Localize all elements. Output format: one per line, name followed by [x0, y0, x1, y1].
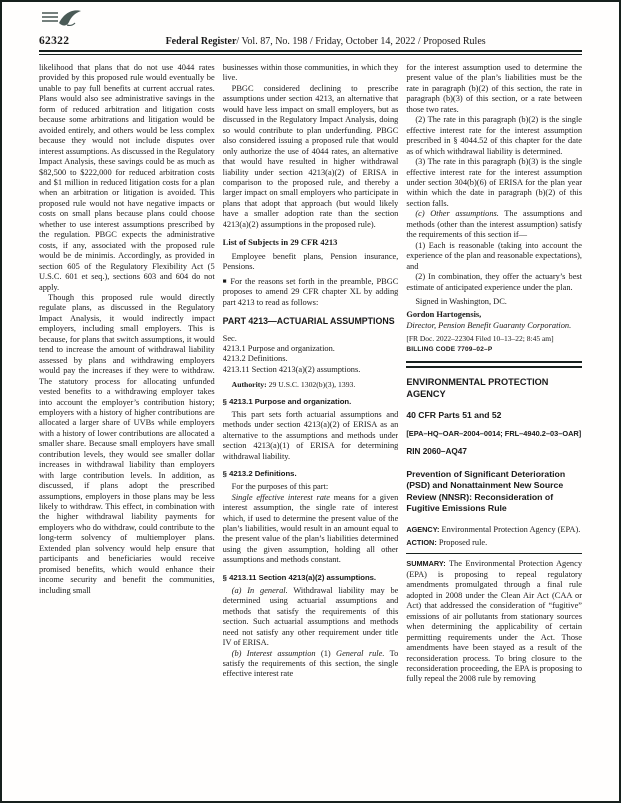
epa-agency-heading: ENVIRONMENTAL PROTECTION AGENCY: [406, 376, 549, 399]
agency-value: Environmental Protection Agency (EPA).: [439, 524, 581, 534]
epa-rin: RIN 2060–AQ47: [406, 447, 467, 457]
list-of-subjects-heading: List of Subjects in 29 CFR 4213: [222, 237, 338, 248]
body-paragraph: (2) The rate in this paragraph (b)(2) is the single effective interest rate for the interest assumption prescribed in § 4044.52 of this chapter for the date as of which withdrawal liability is determined.: [406, 115, 583, 156]
page-number: 62322: [39, 35, 70, 47]
authority-label: Authority:: [231, 380, 267, 390]
fr-doc-line: [FR Doc. 2022–22304 Filed 10–13–22; 8:45 am]: [406, 333, 554, 343]
epa-docket-number: [EPA–HQ–OAR–2004–0014; FRL–4940.2–03–OAR]: [406, 429, 582, 439]
sec-label: Sec.: [222, 333, 237, 343]
action-value: Proposed rule.: [436, 537, 488, 547]
sec-item: 4213.1 Purpose and organization.: [222, 343, 335, 353]
issue-info: / Vol. 87, No. 198 / Friday, October 14, 2022 / Proposed Rules: [236, 36, 486, 47]
body-paragraph: for the interest assumption used to determine the present value of the plan’s liabilities must be the rate in paragraph (b)(2) of this section, the rate in paragraph (b)(3) of this section, or a rate between those two rates.: [406, 63, 583, 114]
paragraph-a: [223, 586, 399, 649]
paragraph-b-lead2: General rule.: [336, 648, 385, 658]
agency-label: AGENCY:: [406, 524, 440, 534]
sec-item: 4213.11 Section 4213(a)(2) assumptions.: [222, 364, 361, 374]
section-heading-4213-2: § 4213.2 Definitions.: [222, 469, 297, 479]
definition-text: means for a given interest assumption, the single rate of interest which, if used to determine the present value of the plan’s liabilities, would result in an amount equal to the present value of the plan’s liabilities determined using the given assumption, holding all other assumptions and methods constant.: [222, 492, 399, 565]
defined-term: Single effective interest rate: [231, 492, 330, 502]
summary-value: The Environmental Protection Agency (EPA) is proposing to repeal regulatory amendments promulgated through a final rule adopted in 2008 under the Clean Air Act (CAA or Act) that addressed the consideration of “fugitive” emissions of air pollutants from stationary sources when determining the applicability of certain permitting requirements under the Act. Those amendments have been stayed as a result of the reconsideration process. To bring closure to the reconsideration proceeding, the EPA is proposing to fully repeal the 2008 rule by removing: [406, 559, 583, 684]
section-text: For the purposes of this part:: [231, 482, 329, 492]
epa-cfr-parts: 40 CFR Parts 51 and 52: [406, 409, 502, 420]
section-text: This part sets forth actuarial assumptions and methods under section 4213(a)(2) of ERISA as an alternative to the assumptions and methods under section 4213(a)(1) of ERISA for determining withdrawal liability.: [222, 409, 399, 461]
column-1: [39, 63, 215, 765]
signature-name: Gordon Hartogensis,: [406, 310, 482, 320]
agency-line: [406, 525, 582, 536]
part-heading: PART 4213—ACTUARIAL ASSUMPTIONS: [222, 316, 395, 327]
eagle-shape: [59, 10, 81, 25]
paragraph-a-lead: (a) In general.: [231, 585, 288, 595]
summary-paragraph: [406, 559, 582, 684]
summary-label: SUMMARY:: [406, 559, 446, 569]
authority-text: 29 U.S.C. 1302(b)(3), 1393.: [266, 380, 356, 390]
paragraph-b-lead: (b) Interest assumption: [231, 648, 316, 658]
section-heading-4213-11: § 4213.11 Section 4213(a)(2) assumptions.: [222, 572, 377, 582]
gpo-eagle-icon: [41, 9, 85, 35]
subjects-text: Employee benefit plans, Pension insurance, Pensions.: [222, 251, 399, 272]
summary-divider-rule: [406, 553, 582, 554]
square-bullet-icon: ■: [222, 277, 228, 285]
journal-name: Federal Register: [165, 36, 237, 47]
section-heading-4213-1: § 4213.1 Purpose and organization.: [222, 396, 352, 406]
body-paragraph: businesses within those communities, in which they live.: [222, 63, 399, 83]
amendment-text: For the reasons set forth in the preamble, PBGC proposes to amend 29 CFR chapter XL by adding part 4213 to read as follows:: [222, 276, 399, 307]
signature-title: Director, Pension Benefit Guaranty Corporation.: [406, 320, 572, 330]
text-columns: [2, 55, 619, 765]
header-row: [39, 8, 582, 47]
action-line: [406, 538, 582, 549]
sec-item: 4213.2 Definitions.: [222, 354, 288, 364]
paragraph-c: [406, 209, 582, 240]
page-header: [2, 2, 619, 47]
column-2: [223, 63, 399, 765]
paragraph-a-text: Withdrawal liability may be determined using actuarial assumptions and methods that satisfy the requirements of this section. Such actuarial assumptions and methods need not satisfy any other requirement under title IV of ERISA.: [222, 585, 399, 648]
amendment-paragraph: [223, 277, 399, 308]
section-divider-rule: [406, 361, 582, 368]
column-3: [406, 63, 582, 765]
paragraph-b-text: To satisfy the requirements of this section, the single effective interest rate: [222, 648, 399, 679]
epa-rule-title: Prevention of Significant Deterioration (PSD) and Nonattainment New Source Review (NNSR): Reconsideration of Fugitive Emissions Rule: [406, 468, 566, 514]
billing-code: BILLING CODE 7709–02–P: [406, 346, 493, 354]
page-title: [69, 36, 582, 47]
signed-line: Signed in Washington, DC.: [415, 296, 507, 306]
paragraph-c-text: The assumptions and methods (other than the interest assumption) satisfy the requirements of this section if—: [406, 209, 583, 240]
definition-paragraph: [223, 493, 399, 566]
body-paragraph: likelihood that plans that do not use 4044 rates provided by this proposed rule would eventually be unable to pay full benefits at current accrual rates. Plans would also see administrative savings in the form of reduced arbitration and litigation costs because some arbitrations and litigation would be avoided entirely, and others would be less complex because they would not include disputes over interest assumptions. As discussed in the Regulatory Impact Analysis, these savings could be as much as $82,500 to $222,000 for reduced arbitration costs and $1 million in reduced litigation costs for a plan when an arbitration or litigation is avoided. This proposed rule would not have negative impacts or costs on small plans because plans could choose whether to use interest assumptions prescribed by the regulation. PBGC expects the administrative costs, if any, associated with the proposed rule would be de minimis. Accordingly, as provided in section 605 of the Regulatory Flexibility Act (5 U.S.C. 601 et seq.), sections 603 and 604 do not apply.: [39, 63, 215, 292]
paragraph-c-lead: (c) Other assumptions.: [415, 209, 499, 219]
body-paragraph: (2) In combination, they offer the actuary’s best estimate of anticipated experience under the plan.: [406, 272, 583, 292]
body-paragraph: (1) Each is reasonable (taking into account the experience of the plan and reasonable expectations), and: [406, 240, 583, 271]
paragraph-b-num: (1): [315, 648, 337, 658]
body-paragraph: Though this proposed rule would directly regulate plans, as discussed in the Regulatory Impact Analysis, it would indirectly impact employers, including small employers. This is because, for plans that switch assumptions, it would tend to increase the amount of withdrawal liability assessed by plans and withdrawing employers would pay the increases if they were to withdraw. The statutory process for allocating unfunded vested benefits to a withdrawing employer takes into account the employer’s contribution history; employers with a history of higher contributions are allocated a larger share of UVBs while employers with a history of lower contributions are allocated a smaller share. Because small employers have small contribution levels, they would see smaller dollar increases in withdrawal liability than employers with large contribution levels. In addition, as discussed, if plans adopt the prescribed assumptions, employers in those plans may be less likely to withdraw. This effect, in combination with the higher withdrawal liability payments for employers who do withdraw, could contribute to the long-term solvency of multiemployer plans. Extended plan solvency would help ensure that participants and beneficiaries would receive promised benefits, which would enhance their income security and benefit the communities, including small: [39, 292, 215, 595]
authority-line: [223, 380, 399, 390]
action-label: ACTION:: [406, 537, 437, 547]
paragraph-b: [223, 649, 399, 680]
body-paragraph: (3) The rate in this paragraph (b)(3) is the single effective interest rate for the interest assumption under section 304(b)(6) of ERISA for the plan year within which the date in paragraph (b)(2) of this section falls.: [406, 157, 583, 208]
body-paragraph: PBGC considered declining to prescribe assumptions under section 4213, an alternative that would have less impact on small employers, but as discussed in the Regulatory Impact Analysis, doing so would contribute to plan underfunding. PBGC also considered issuing a proposed rule that would only authorize the use of 4044 rates, an alternative that would have resulted in higher withdrawal liability under section 4213(a)(2) of ERISA in comparison to the proposed rule, and thereby a larger impact on small employers who participate in plans that adopt that approach (but would likely have a smaller adoption rate than the section 4213(a)(2) assumptions in the proposed rule).: [222, 83, 399, 229]
